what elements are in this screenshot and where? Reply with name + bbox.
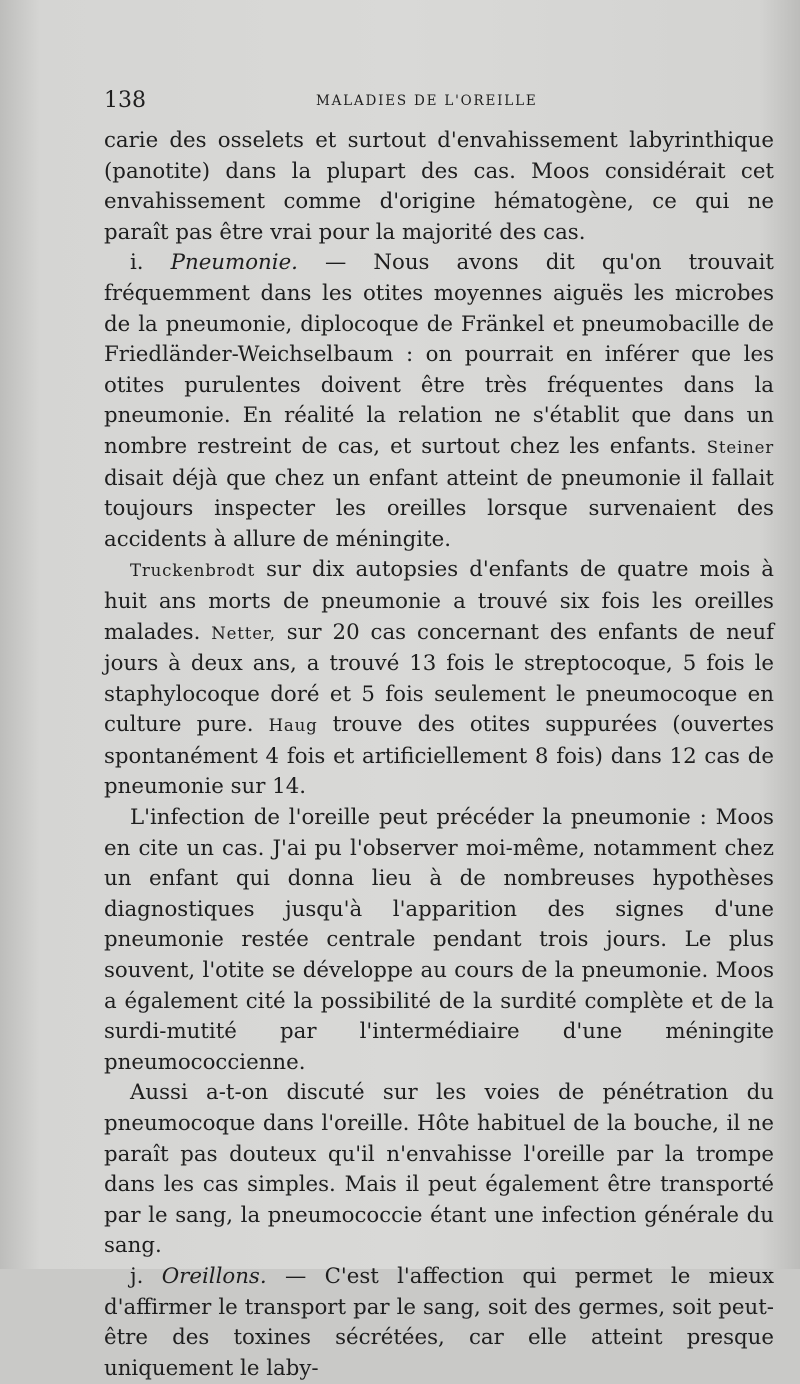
paragraph-pneumonie (104, 248, 774, 555)
paragraph-text: sur dix autopsies d'enfants de quatre mois à huit ans morts de pneumonie a trouvé six fois les oreilles malades. (104, 557, 774, 645)
section-marker: i. (130, 250, 144, 276)
page-number: 138 (104, 88, 146, 113)
paragraph: Aussi a-t-on discuté sur les voies de pénétration du pneumocoque dans l'oreille. Hôte habituel de la bouche, il ne paraît pas douteux qu'il n'envahisse l'oreille par la trompe dans les cas simples. Mais il peut également être transporté par le sang, la pneumococcie étant une infection générale du sang. (104, 1080, 774, 1259)
paragraph (104, 555, 774, 803)
author-name: Netter, (211, 623, 276, 643)
section-marker: j. (130, 1263, 144, 1289)
paragraph-text: disait déjà que chez un enfant atteint de pneumonie il fallait toujours inspecter les oreilles lorsque survenaient des accidents à allure de méningite. (104, 465, 774, 552)
section-title: Pneumonie. (170, 250, 298, 276)
paragraph: carie des osselets et surtout d'envahissement labyrinthique (panotite) dans la plupart des cas. Moos considérait cet envahissement comme d'origine hématogène, ce qui ne paraît pas être vrai pour la majorité des cas. (104, 128, 774, 245)
paragraph-text: trouve des otites suppurées (ouvertes spontanément 4 fois et artificiellement 8 fois) dans 12 cas de pneumonie sur 14. (104, 712, 774, 800)
author-name: Haug (268, 716, 318, 736)
paragraph: L'infection de l'oreille peut précéder la pneumonie : Moos en cite un cas. J'ai pu l'observer moi-même, notamment chez un enfant qui donna lieu à de nombreuses hypothèses diagnostiques jusqu'à l'apparition des signes d'une pneumonie restée centrale pendant trois jours. Le plus souvent, l'otite se développe au cours de la pneumonie. Moos a également cité la possibilité de la surdité complète et de la surdi-mutité par l'intermédiaire d'une méningite pneumococcienne. (104, 805, 774, 1075)
author-name: Truckenbrodt (130, 561, 256, 581)
paragraph-text: — C'est l'affection qui permet le mieux d'affirmer le transport par le sang, soit des germes, soit peut-être des toxines sécrétées, car elle atteint presque uniquement le laby- (104, 1263, 774, 1381)
page-header (104, 86, 754, 116)
paragraph-text: sur 20 cas concernant des enfants de neuf jours à deux ans, a trouvé 13 fois le streptocoque, 5 fois le staphylocoque doré et 5 fois seulement le pneumocoque en culture pure. (104, 619, 775, 738)
author-name: Steiner (706, 437, 774, 457)
paragraph-oreillons (104, 1262, 774, 1384)
running-head: MALADIES DE L'OREILLE (316, 93, 538, 109)
body-text (104, 126, 774, 1384)
paragraph-text: — Nous avons dit qu'on trouvait fréquemment dans les otites moyennes aiguës les microbes de la pneumonie, diplocoque de Fränkel et pneumobacille de Friedländer-Weichselbaum : on pourrait en inférer que les otites purulentes doivent être très fréquentes dans la pneumonie. En réalité la relation ne s'établit que dans un nombre restreint de cas, et surtout chez les enfants. (104, 250, 774, 459)
section-title: Oreillons. (161, 1263, 267, 1289)
